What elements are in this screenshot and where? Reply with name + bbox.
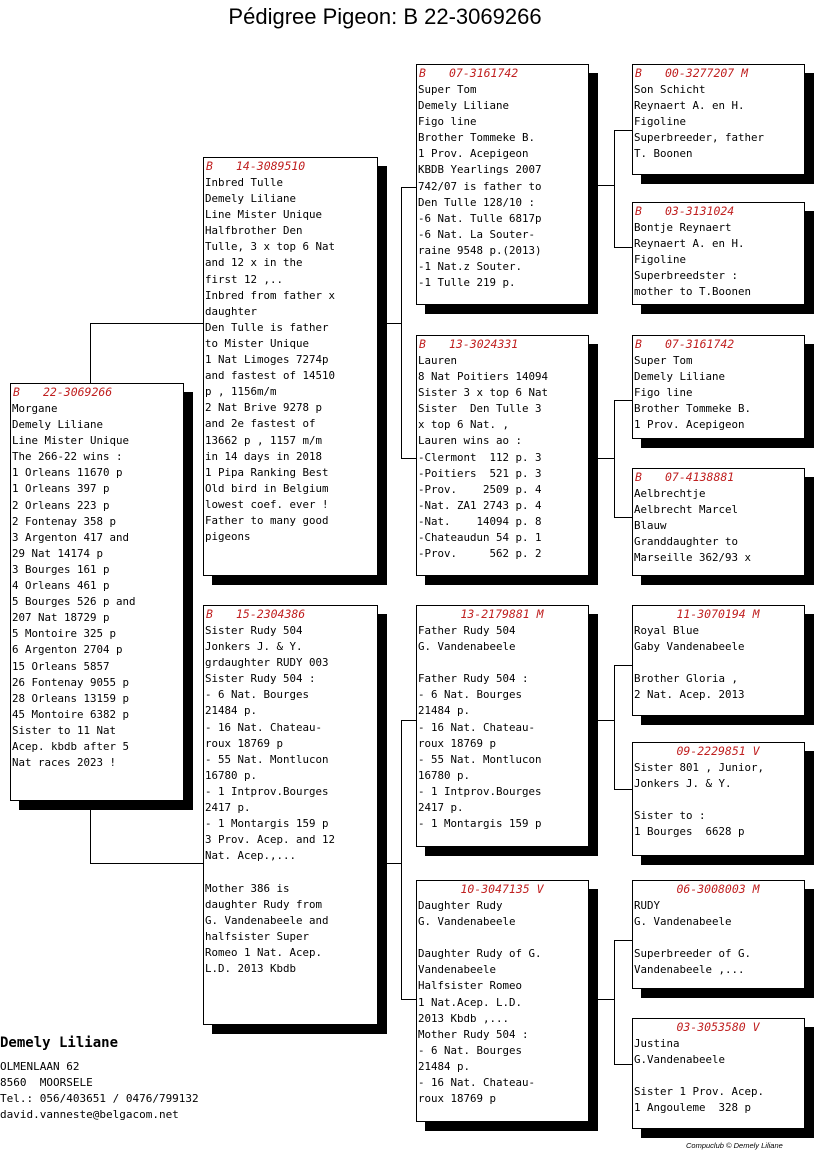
connector-line (401, 999, 417, 1000)
ring-header (418, 882, 586, 896)
connector-line (614, 400, 615, 518)
ring-header (205, 159, 375, 173)
dds-card (632, 880, 805, 989)
sss-card (632, 64, 805, 175)
connector-line (90, 323, 91, 385)
connector-line (401, 187, 402, 459)
connector-line (614, 400, 632, 401)
connector-line (401, 187, 417, 188)
page-title: Pédigree Pigeon: B 22-3069266 (228, 4, 542, 29)
connector-line (598, 185, 615, 186)
ring-number: 03-3131024 (665, 204, 735, 218)
connector-line (614, 665, 615, 790)
ring-header (634, 204, 802, 218)
dam-dam-card (416, 880, 589, 1122)
connector-line (401, 720, 402, 1000)
connector-line (614, 1064, 632, 1065)
ring-number: 07-3161742 (449, 66, 519, 80)
sds-card (632, 335, 805, 439)
ring-number: 14-3089510 (236, 159, 306, 173)
connector-line (90, 863, 204, 864)
connector-line (90, 800, 91, 863)
owner-email: david.vanneste@belgacom.net (0, 1108, 179, 1121)
ring-number: 11-3070194 M (676, 607, 760, 621)
sire-sire-card (416, 64, 589, 305)
ring-header (634, 470, 802, 484)
connector-line (614, 247, 632, 248)
sex-code: B (635, 337, 642, 351)
sex-code: B (635, 66, 642, 80)
sex-code: B (206, 159, 213, 173)
connector-line (614, 940, 632, 941)
connector-line (377, 323, 402, 324)
connector-line (598, 720, 615, 721)
connector-line (598, 999, 615, 1000)
dsd-card (632, 742, 805, 856)
sire-dam-card (416, 335, 589, 576)
sex-code: B (419, 337, 426, 351)
ring-number: 13-2179881 M (460, 607, 544, 621)
owner-phone: Tel.: 056/403651 / 0476/799132 (0, 1092, 199, 1105)
ring-header (418, 337, 586, 351)
ddd-card (632, 1018, 805, 1129)
ring-number: 09-2229851 V (676, 744, 760, 758)
connector-line (614, 130, 615, 248)
sex-code: B (635, 204, 642, 218)
ring-number: 06-3008003 M (676, 882, 760, 896)
ring-number: 15-2304386 (236, 607, 306, 621)
ring-header (634, 607, 802, 621)
owner-name: Demely Liliane (0, 1035, 119, 1051)
pigeon-notes: Justina G.Vandenabeele Sister 1 Prov. Acep. 1 Angouleme 328 p (634, 1037, 765, 1115)
ring-header (418, 607, 586, 621)
sex-code: B (635, 470, 642, 484)
ring-header (418, 66, 586, 80)
sex-code: B (206, 607, 213, 621)
ring-header (634, 337, 802, 351)
ring-header (634, 1020, 802, 1034)
ring-number: 10-3047135 V (460, 882, 544, 896)
sire-card (203, 157, 378, 576)
pigeon-notes: Sister 801 , Junior, Jonkers J. & Y. Sister to : 1 Bourges 6628 p (634, 761, 765, 839)
ring-number: 07-4138881 (665, 470, 735, 484)
sex-code: B (13, 385, 20, 399)
connector-line (598, 458, 615, 459)
pigeon-notes: Super Tom Demely Liliane Figo line Brother Tommeke B. 1 Prov. Acepigeon KBDB Yearlings 2007 742/07 is father to Den Tulle 128/10 : -6 Nat. Tulle 6817p -6 Nat. La Souter- raine 9548 p.(2013) -1 Nat.z Souter. -1 Tulle 219 p. (418, 83, 542, 290)
connector-line (614, 665, 632, 666)
connector-line (401, 458, 417, 459)
pigeon-notes: Sister Rudy 504 Jonkers J. & Y. grdaughter RUDY 003 Sister Rudy 504 : - 6 Nat. Bourges 21484 p. - 16 Nat. Chateau- roux 18769 p - 55 Nat. Montlucon 16780 p. - 1 Intprov.Bourges 2417 p. - 1 Montargis 159 p 3 Prov. Acep. and 12 Nat. Acep.,... Mother 386 is daughter Rudy from G. Vandenabeele and halfsister Super Romeo 1 Nat. Acep. L.D. 2013 Kbdb (205, 624, 336, 975)
connector-line (90, 323, 204, 324)
pigeon-notes: RUDY G. Vandenabeele Superbreeder of G. Vandenabeele ,... (634, 899, 752, 977)
connector-line (614, 940, 615, 1065)
pigeon-notes: Son Schicht Reynaert A. en H. Figoline Superbreeder, father T. Boonen (634, 83, 765, 161)
ring-number: 22-3069266 (43, 385, 113, 399)
sex-code: B (419, 66, 426, 80)
pigeon-notes: Inbred Tulle Demely Liliane Line Mister Unique Halfbrother Den Tulle, 3 x top 6 Nat and 12 x in the first 12 ,.. Inbred from father x daughter Den Tulle is father to Mister Unique 1 Nat Limoges 7274p and fastest of 14510 p , 1156m/m 2 Nat Brive 9278 p and 2e fastest of 13662 p , 1157 m/m in 14 days in 2018 1 Pipa Ranking Best Old bird in Belgium lowest coef. ever ! Father to many good pigeons (205, 176, 336, 544)
dam-card (203, 605, 378, 1025)
ring-number: 00-3277207 M (665, 66, 749, 80)
connector-line (614, 130, 632, 131)
ring-header (634, 882, 802, 896)
pigeon-notes: Morgane Demely Liliane Line Mister Unique The 266-22 wins : 1 Orleans 11670 p 1 Orleans 397 p 2 Orleans 223 p 2 Fontenay 358 p 3 Argenton 417 and 29 Nat 14174 p 3 Bourges 161 p 4 Orleans 461 p 5 Bourges 526 p and 207 Nat 18729 p 5 Montoire 325 p 6 Argenton 2704 p 15 Orleans 5857 26 Fontenay 9055 p 28 Orleans 13159 p 45 Montoire 6382 p Sister to 11 Nat Acep. kbdb after 5 Nat races 2023 ! (12, 402, 136, 770)
ring-header (634, 66, 802, 80)
connector-line (614, 789, 632, 790)
footer-credit: Compuclub © Demely Liliane (686, 1141, 783, 1150)
pigeon-notes: Lauren 8 Nat Poitiers 14094 Sister 3 x top 6 Nat Sister Den Tulle 3 x top 6 Nat. , Lauren wins ao : -Clermont 112 p. 3 -Poitiers 521 p. 3 -Prov. 2509 p. 4 -Nat. ZA1 2743 p. 4 -Nat. 14094 p. 8 -Chateaudun 54 p. 1 -Prov. 562 p. 2 (418, 354, 549, 561)
subject-card (10, 383, 184, 801)
owner-street: OLMENLAAN 62 (0, 1060, 80, 1073)
pigeon-notes: Royal Blue Gaby Vandenabeele Brother Gloria , 2 Nat. Acep. 2013 (634, 624, 745, 702)
dam-sire-card (416, 605, 589, 847)
ring-header (634, 744, 802, 758)
pigeon-notes: Daughter Rudy G. Vandenabeele Daughter Rudy of G. Vandenabeele Halfsister Romeo 1 Nat.Acep. L.D. 2013 Kbdb ,... Mother Rudy 504 : - 6 Nat. Bourges 21484 p. - 16 Nat. Chateau- roux 18769 p (418, 899, 542, 1106)
ring-number: 03-3053580 V (676, 1020, 760, 1034)
owner-city: 8560 MOORSELE (0, 1076, 93, 1089)
dss-card (632, 605, 805, 716)
ring-header (12, 385, 181, 399)
connector-line (377, 863, 402, 864)
ring-header (205, 607, 375, 621)
sdd-card (632, 468, 805, 576)
pigeon-notes: Bontje Reynaert Reynaert A. en H. Figoline Superbreedster : mother to T.Boonen (634, 221, 752, 299)
connector-line (401, 720, 417, 721)
connector-line (614, 517, 632, 518)
ring-number: 07-3161742 (665, 337, 735, 351)
pigeon-notes: Father Rudy 504 G. Vandenabeele Father Rudy 504 : - 6 Nat. Bourges 21484 p. - 16 Nat. Chateau- roux 18769 p - 55 Nat. Montlucon 16780 p. - 1 Intprov.Bourges 2417 p. - 1 Montargis 159 p (418, 624, 542, 831)
ring-number: 13-3024331 (449, 337, 519, 351)
ssd-card (632, 202, 805, 305)
pigeon-notes: Super Tom Demely Liliane Figo line Brother Tommeke B. 1 Prov. Acepigeon (634, 354, 752, 432)
pigeon-notes: Aelbrechtje Aelbrecht Marcel Blauw Granddaughter to Marseille 362/93 x (634, 487, 752, 565)
